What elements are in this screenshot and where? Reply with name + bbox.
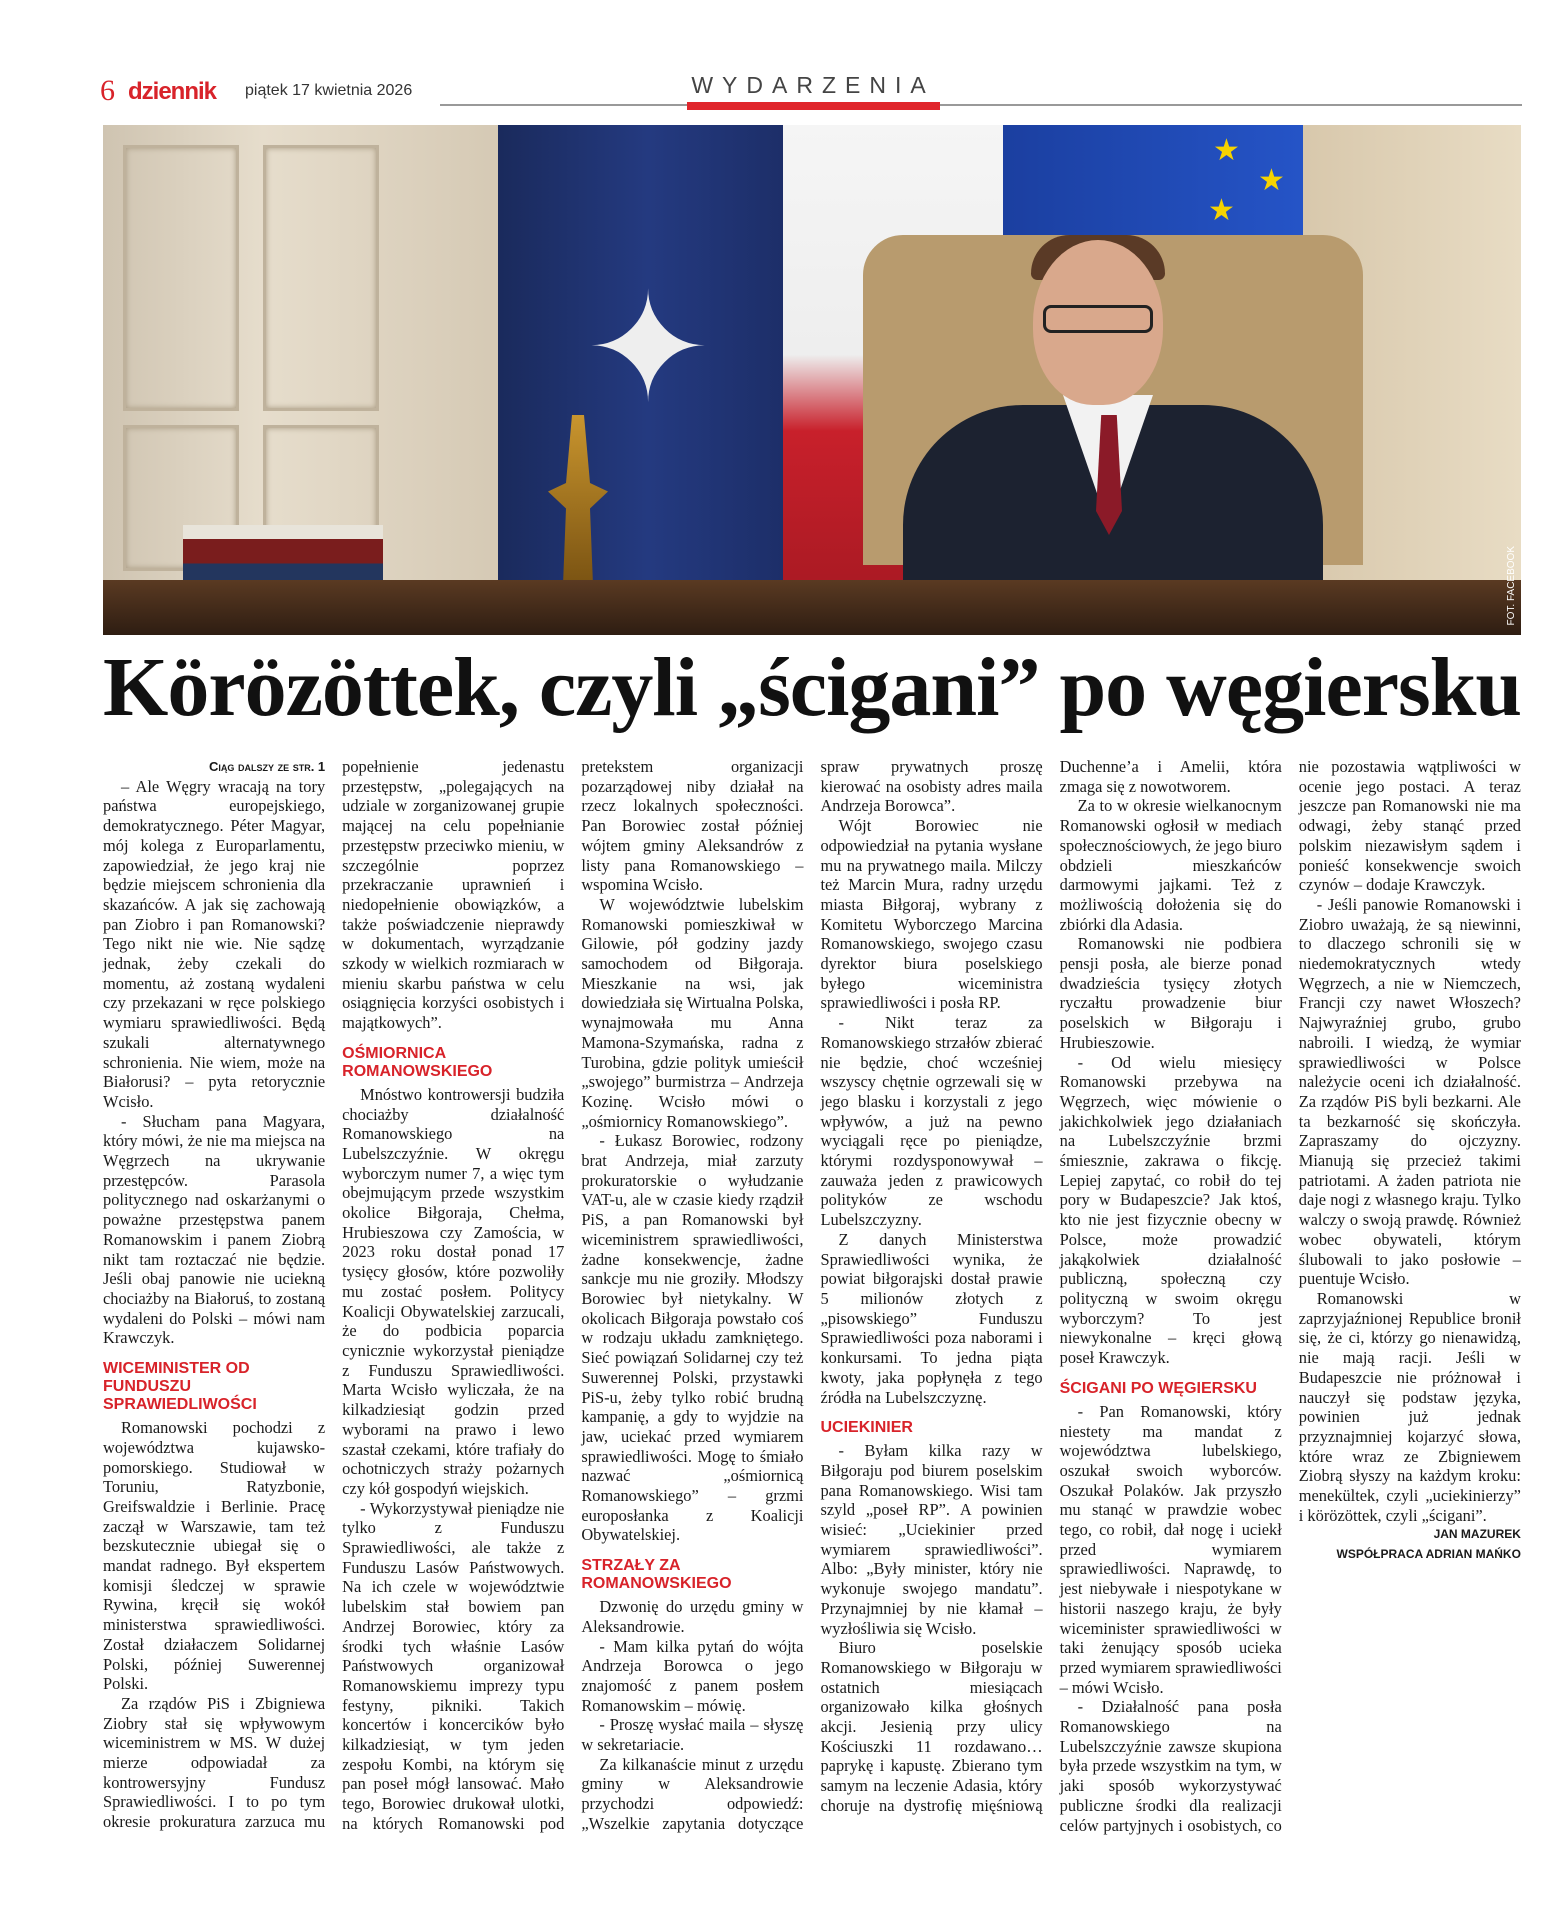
paragraph: Biuro poselskie Romanowskiego w Biłgoraju w ostatnich miesiącach organizowało kilka głośnych akcji. Jesienią przy ulicy Kościuszki 11 rozdawano… paprykę i kapustę. Zbierano tym samym na leczenie Adasia, który choruje na dystrofię mięśniową Duchenne’a i Amelii, która zmaga się z nowotworem. — [820, 757, 1282, 1815]
desk — [103, 580, 1521, 635]
paragraph: Za to w okresie wielkanocnym Romanowski ogłosił w mediach społecznościowych, że jego biuro obdzieli mieszkańców darmowymi jajkami. Też z możliwością dołożenia się do zbiórki dla Adasia. — [1059, 796, 1282, 934]
paragraph: – Ale Węgry wracają na tory państwa europejskiego, demokratycznego. Péter Magyar, mój kolega z Europarlamentu, zapowiedział, że jego kraj nie będzie miejscem schronienia dla skazańców. A jak się zachowają pan Ziobro i pan Romanowski? Tego nikt nie wie. Nie sądzę jednak, żeby czekali do momentu, aż zostaną wydaleni czy przekazani w ręce polskiego wymiaru sprawiedliwości. Będą szukali alternatywnego schronienia. Nie wiem, może na Białorusi? – pyta retorycznie Wcisło. — [103, 776, 326, 1111]
byline: JAN MAZUREK — [1433, 1527, 1521, 1542]
paragraph: Za kilkanaście minut z urzędu gminy w Aleksandrowie przychodzi odpowiedź: „Wszelkie zapytania dotyczące spraw prywatnych proszę kierować na osobisty adres maila Andrzeja Borowca”. — [581, 757, 1043, 1833]
paragraph: Romanowski nie podbiera pensji posła, ale bierze ponad dwadzieścia tysięcy złotych ryczałtu prowadzenie biur poselskich w Biłgoraju i Hrubieszowie. — [1059, 934, 1282, 1052]
paragraph: - Słucham pana Magyara, który mówi, że nie ma miejsca na Węgrzech na ukrywanie przestępców. Parasola politycznego nad oskarżanymi o poważne przestępstwa panem Romanowskim i panem Ziobrą nikt tam roztaczać nie będzie. Jeśli obaj panowie nie uciekną chociażby na Białoruś, to zostaną wydaleni do Polski – mówi nam Krawczyk. — [103, 1111, 326, 1348]
continuation-note: Ciąg dalszy ze str. 1 — [208, 759, 326, 774]
paragraph: - Nikt teraz za Romanowskiego strzałów zbierać nie będzie, choć wcześniej wszyscy chętnie ogrzewali się w jego blasku i korzystali z jego wpływów, a już na pewno wyciągali ręce po pieniądze, którymi rozdysponowywał – zauważa jeden z prawicowych polityków ze wschodu Lubelszczyzny. — [820, 1013, 1043, 1230]
section-name: WYDARZENIA — [691, 72, 935, 98]
page-header — [100, 72, 1522, 106]
newspaper-logo: dziennik — [128, 78, 217, 105]
eu-star-icon: ★ — [1258, 164, 1285, 197]
glasses — [1043, 305, 1153, 333]
paragraph: Wójt Borowiec nie odpowiedział na pytania wysłane mu na prywatnego maila. Milczy też Marcin Mura, radny urzędu miasta Biłgoraj, wybrany z Komitetu Wyborczego Marcina Romanowskiego, swojego czasu dyrektor biura poselskiego byłego wiceministra sprawiedliwości i posła RP. — [820, 816, 1043, 1013]
page-number: 6 — [100, 74, 115, 107]
paragraph: - Proszę wysłać maila – słyszę w sekretariacie. — [581, 1715, 804, 1755]
paragraph: Z danych Ministerstwa Sprawiedliwości wynika, że powiat biłgorajski dostał prawie 5 milionów złotych z „pisowskiego” Funduszu Sprawiedliwości poza naborami i konkursami. To jedna piąta kwoty, jaka popłynęła z tego źródła na Lubelszczyznę. — [820, 1229, 1043, 1407]
subheading: STRZAŁY ZA ROMANOWSKIEGO — [581, 1557, 732, 1593]
section-red-bar — [687, 102, 940, 110]
paragraph: - Łukasz Borowiec, rodzony brat Andrzeja, miał zarzuty prokuratorskie o wyłudzanie VAT-u, ale w czasie kiedy rządził PiS, a pan Romanowski był wiceministrem sprawiedliwości, żadne konsekwencje, żadne sankcje mu nie groziły. Młodszy Borowiec był nietykalny. W okolicach Biłgoraja powstało coś w rodzaju układu zamkniętego. Sieć powiązań Solidarnej czy też Suwerennej Polski, przystawki PiS-u, żeby tylko robić brudną kampanię, a gdy to wyjdzie na jaw, uciekać przed wymiarem sprawiedliwości. Mogę to śmiało nazwać „ośmiornicą Romanowskiego” – grzmi europosłanka z Koalicji Obywatelskiej. — [581, 1131, 804, 1545]
subheading: OŚMIORNICA ROMANOWSKIEGO — [342, 1044, 493, 1080]
paragraph: - Byłam kilka razy w Biłgoraju pod biurem poselskim pana Romanowskiego. Wisi tam szyld „poseł RP”. A powinien wisieć: „Uciekinier przed wymiarem sprawiedliwości”. Albo: „Były minister, który nie wykonuje swojego mandatu”. Przynajmniej by nie kłamał – wyzłośliwia się Wcisło. — [820, 1441, 1043, 1638]
header-rule — [440, 104, 1522, 106]
paragraph: - Od wielu miesięcy Romanowski przebywa na Węgrzech, więc mówienie o jakichkolwiek jego działaniach na Lubelszczyźnie brzmi śmiesznie, zakrawa o fikcję. Lepiej zapytać, co robił do tej pory w Budapeszcie? Jak ktoś, kto nie jest fizycznie obecny w Polsce, może prowadzić jakąkolwiek działalność publiczną, społeczną czy polityczną w swoim okręgu wyborczym? To jest niewykonalne – kręci głową poseł Krawczyk. — [1059, 1052, 1282, 1368]
eu-star-icon: ★ — [1208, 194, 1235, 227]
headline: Körözöttek, czyli „ścigani” po węgiersku — [103, 641, 1522, 734]
subheading: WICEMINISTER OD FUNDUSZU SPRAWIEDLIWOŚCI — [103, 1360, 257, 1414]
paragraph: Mnóstwo kontrowersji budziła chociażby działalność Romanowskiego na Lubelszczyźnie. W okręgu wyborczym numer 7, a więc tym obejmującym przede wszystkim okolice Biłgoraja, Chełma, Hrubieszowa czy Zamościa, w 2023 roku dostał ponad 17 tysięcy głosów, które pozwoliły mu zostać posłem. Politycy Koalicji Obywatelskiej zarzucali, że do podbicia poparcia cynicznie wykorzystał pieniądze z Funduszu Sprawiedliwości. Marta Wcisło wyliczała, że na kilkadziesiąt godzin przed wyborami na prawo i lewo szastał czekami, które trafiały do ochotniczych straży pożarnych czy kół gospodyń wiejskich. — [342, 1084, 565, 1498]
nato-star-icon: ✦ — [585, 267, 711, 433]
article-photo — [103, 125, 1521, 635]
issue-date: piątek 17 kwietnia 2026 — [245, 82, 413, 99]
headline-container — [103, 640, 1521, 740]
subheading: ŚCIGANI PO WĘGIERSKU — [1059, 1379, 1257, 1397]
paragraph: Dzwonię do urzędu gminy w Aleksandrowie. — [581, 1597, 804, 1636]
subheading: UCIEKINIER — [820, 1419, 913, 1437]
paragraph: - Pan Romanowski, który niestety ma mandat z województwa lubelskiego, oszukał swoich wyborców. Oszukał Polaków. Jak przyszło mu stanąć w prawdzie wobec tego, co robił, dał nogę i uciekł przed wymiarem sprawiedliwości. Naprawdę, to jest niebywałe i niespotykane w historii naszego kraju, że były wiceminister sprawiedliwości w taki żenujący sposób ucieka przed wymiarem sprawiedliwości – mówi Wcisło. — [1059, 1401, 1282, 1697]
byline: WSPÓŁPRACA ADRIAN MAŃKO — [1336, 1547, 1521, 1562]
paragraph: W województwie lubelskim Romanowski pomieszkiwał w Gilowie, pół godziny jazdy samochodem od Biłgoraja. Mieszkanie na wsi, jak dowiedziała się Wirtualna Polska, wynajmowała mu Anna Mamona-Szymańska, radna z Turobina, gdzie polityk umieścił „swojego” burmistrza – Andrzeja Kozinę. Wcisło mówi o „ośmiornicy Romanowskiego”. — [581, 894, 804, 1131]
paragraph: - Jeśli panowie Romanowski i Ziobro uważają, że są niewinni, to dlaczego schronili się w niedemokratycznych wtedy Węgrzech, a nie w Niemczech, Francji czy nawet Włoszech? Najwyraźniej grubo, grubo nabroili. I wiedzą, że wymiar sprawiedliwości w Polsce należycie oceni ich działalność. Za rządów PiS byli bezkarni. Ale ta bezkarność się skończyła. Zapraszamy do ojczyzny. Mianują się przecież takimi patriotami. A żaden patriota nie daje nogi z własnego kraju. Tylko walczy o swoją prawdę. Również wobec obywateli, którym ślubowali to jako posłowie – puentuje Wcisło. — [1298, 894, 1521, 1289]
eu-star-icon: ★ — [1213, 134, 1240, 167]
paragraph: - Działalność pana posła Romanowskiego na Lubelszczyźnie zawsze skupiona była przede wszystkim na tym, w jaki sposób wykorzystywać publiczne środki dla realizacji celów partyjnych i osobistych, co nie pozostawia wątpliwości w ocenie jego postaci. A teraz jeszcze pan Romanowski nie ma odwagi, żeby stanąć przed polskim niezawisłym sądem i ponieść konsekwencje swoich czynów – dodaje Krawczyk. — [1059, 757, 1521, 1835]
paragraph: - Wykorzystywał pieniądze nie tylko z Funduszu Sprawiedliwości, ale także z Funduszu Lasów Państwowych. Na ich czele w województwie lubelskim stał bowiem pan Andrzej Borowiec, który za środki tych właśnie Lasów Państwowych organizował Romanowskiemu imprezy typu festyny, pikniki. Takich koncertów i koncercików było kilkadziesiąt, w tym jeden zespołu Kombi, na którym się pan poseł mógł lansować. Mało tego, Borowiec drukował ulotki, na których Romanowski pod pretekstem organizacji pozarządowej niby działał na rzecz lokalnych społeczności. Pan Borowiec został później wójtem gminy Aleksandrów z listy pana Romanowskiego – wspomina Wcisło. — [342, 757, 804, 1833]
article-body — [103, 757, 1521, 1847]
paragraph: Romanowski pochodzi z województwa kujawsko-pomorskiego. Studiował w Toruniu, Ratyzbonie, Greifswaldzie i Berlinie. Pracę zaczął w Warszawie, tam też bezskutecznie ubiegał się o mandat radnego. Był ekspertem komisji śledczej w sprawie Rywina, kręcił się wokół ministerstwa sprawiedliwości. Został działaczem Solidarnej Polski, później Suwerennej Polski. — [103, 1418, 326, 1694]
paragraph: Za rządów PiS i Zbigniewa Ziobry stał się wpływowym wiceministrem w MS. W dużej mierze odpowiadał za kontrowersyjny Fundusz Sprawiedliwości. I to po tym okresie prokuratura zarzuca mu popełnienie jedenastu przestępstw, „polegających na udziale w zorganizowanej grupie mającej na celu popełnianie przestępstw przeciwko mieniu, w szczególnie poprzez przekraczanie uprawnień i niedopełnienie obowiązków, a także poświadczenie nieprawdy w dokumentach, wyrządzanie szkody w wielkich rozmiarach w mieniu skarbu państwa w celu osiągnięcia korzyści osobistych i majątkowych”. — [103, 757, 565, 1832]
paragraph: - Mam kilka pytań do wójta Andrzeja Borowca o jego znajomość z panem posłem Romanowskim – mówię. — [581, 1636, 804, 1715]
photo-credit: FOT. FACEBOOK — [1506, 545, 1517, 625]
paragraph: Romanowski w zaprzyjaźnionej Republice bronił się, że ci, którzy go nienawidzą, nie mają racji. Jeśli w Budapeszcie nie próżnował i nauczył się podstaw języka, powinien już jednak przyznajmniej kojarzyć słowa, które wraz ze Zbigniewem Ziobrą słyszy na każdym kroku: menekültek, czyli „uciekinierzy” i körözöttek, czyli „ścigani”. — [1298, 1288, 1521, 1525]
